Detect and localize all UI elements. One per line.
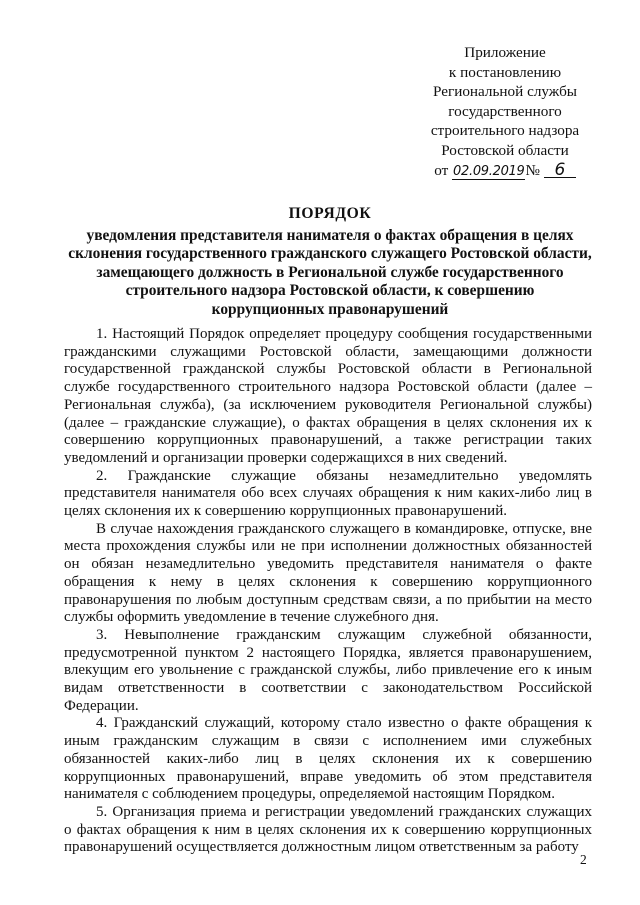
appendix-date-line: [400, 161, 610, 181]
paragraph: 2. Гражданские служащие обязаны незамедлительно уведомлять представителя нанимателя обо всех случаях обращения к ним каких-либо лиц в целях склонения их к совершению коррупционных правонарушений.: [64, 467, 592, 520]
paragraph: 4. Гражданский служащий, которому стало известно о факте обращения к иным гражданским служащим в связи с исполнением ими служебных обязанностей каких-либо лиц в целях склонения их к совершению коррупционных правонарушений, вправе уведомить об этом представителя нанимателя с соблюдением процедуры, определяемой настоящим Порядком.: [64, 715, 592, 803]
title-main: ПОРЯДОК: [288, 205, 372, 222]
paragraph: 5. Организация приема и регистрации уведомлений гражданских служащих о фактах обращения к ним в целях склонения их к совершению коррупционных правонарушений осуществляется должностным лицом ответственным за работу: [64, 803, 592, 856]
title-line: склонения государственного гражданского служащего Ростовской области,: [68, 245, 592, 262]
date-prefix: от: [434, 161, 449, 179]
title-line: строительного надзора Ростовской области, к совершению: [125, 282, 535, 299]
title-line: уведомления представителя нанимателя о фактах обращения в целях: [86, 226, 574, 244]
page-number: 2: [580, 852, 587, 867]
number-sign: №: [525, 161, 540, 179]
document-title: [52, 205, 608, 319]
appendix-line: строительного надзора: [430, 122, 580, 140]
title-line: замещающего должность в Региональной службе государственного: [96, 263, 564, 281]
appendix-line: государственного: [448, 102, 562, 120]
appendix-line: Ростовской области: [441, 141, 569, 159]
title-line: коррупционных правонарушений: [211, 300, 449, 318]
document-body: [64, 326, 592, 857]
paragraph: 3. Невыполнение гражданским служащим служебной обязанности, предусмотренной пунктом 2 настоящего Порядка, является правонарушением, влекущим его увольнение с гражданской службы, либо привлечение его к иным видам ответственности в соответствии с законодательством Российской Федерации.: [64, 626, 592, 714]
paragraph: В случае нахождения гражданского служащего в командировке, отпуске, вне места прохождения службы или не при исполнении должностных обязанностей он обязан незамедлительно уведомить представителя нанимателя о факте обращения к нему в целях склонения к совершению коррупционного правонарушения по любым доступным средствам связи, а по прибытии на место службы оформить уведомление в течение служебного дня.: [64, 520, 592, 626]
paragraph: 1. Настоящий Порядок определяет процедуру сообщения государственными гражданскими служащими Ростовской области, замещающими должности государственной гражданской службы Ростовской области в Региональной службе государственного строительного надзора Ростовской области (далее – Региональная служба), (за исключением руководителя Региональной службы) (далее – гражданские служащие), о фактах обращения в целях склонения их к совершению коррупционных правонарушений, а также регистрации таких уведомлений и организации проверки содержащихся в них сведений.: [64, 326, 592, 466]
appendix-line: Приложение: [464, 44, 546, 61]
handwritten-date: 02.09.2019: [453, 163, 525, 179]
appendix-line: Региональной службы: [432, 83, 578, 101]
handwritten-number: 6: [544, 163, 576, 178]
appendix-line: к постановлению: [448, 63, 562, 81]
appendix-block: [400, 43, 610, 180]
